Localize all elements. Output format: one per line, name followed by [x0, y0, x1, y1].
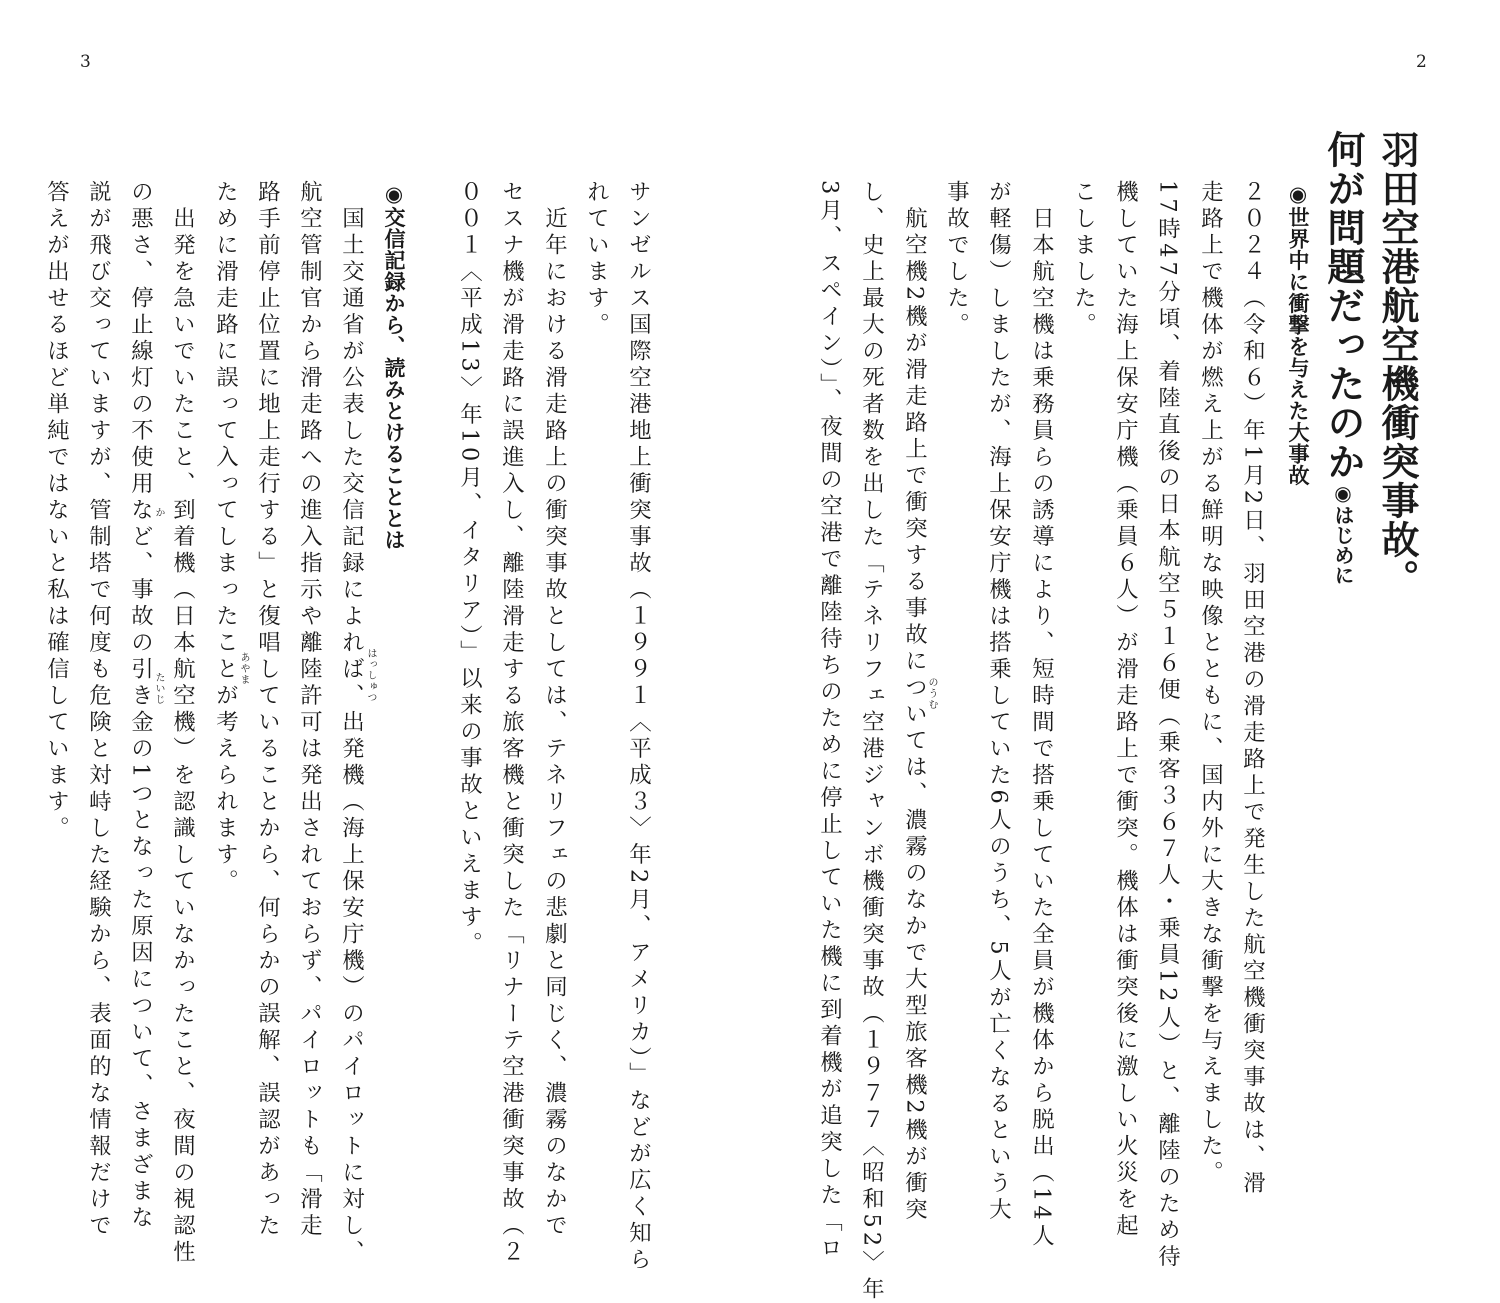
body-line: 機していた海上保安庁機（乗員６人）が滑走路上で衝突。機体は衝突後に激しい火災を起 [1112, 180, 1139, 1240]
body-line: ００１〈平成13〉年10月、イタリア）」以来の事故といえます。 [456, 180, 483, 958]
body-line: 走路上で機体が燃え上がる鮮明な映像とともに、国内外に大きな衝撃を与えました。 [1197, 180, 1224, 1187]
body-line: 航空機2機が滑走路上で衝突する事故については、濃霧のなかで大型旅客機2機が衝突 [901, 180, 928, 1224]
body-line: ２０２４（令和６）年1月2日、羽田空港の滑走路上で発生した航空機衝突事故は、滑 [1239, 180, 1266, 1198]
body-line: ために滑走路に誤って入ってしまったことが考えられます。 [212, 180, 239, 896]
body-line: 17時47分頃、着陸直後の日本航空５１６便（乗客３６７人・乗員12人）と、離陸のため待 [1154, 180, 1181, 1271]
page-number-right: 2 [1416, 52, 1427, 72]
chapter-title-line2: 何が問題だったのか [1321, 130, 1365, 481]
body-line: 事故でした。 [943, 180, 970, 339]
body-line: が軽傷）しましたが、海上保安庁機は搭乗していた6人のうち、5人が亡くなるという大 [985, 180, 1012, 1224]
chapter-title-2 [1321, 130, 1365, 585]
body-line: 説が飛び交っていますが、管制塔で何度も危険と対峙した経験から、表面的な情報だけで [85, 180, 112, 1240]
body-line: 3月、スペイン）」、夜間の空港で離陸待ちのために停止していた機に到着機が追突した「ロ [816, 180, 843, 1263]
ruby-ayama: あやま [238, 652, 249, 685]
body-line: サンゼルス国際空港地上衝突事故（１９９１〈平成３〉年2月、アメリカ）」などが広く知ら [625, 180, 652, 1274]
body-line: 国土交通省が公表した交信記録によれば、出発機（海上保安庁機）のパイロットに対し、 [338, 180, 365, 1267]
body-line: 近年における滑走路上の衝突事故としては、テネリフェの悲劇と同じく、濃霧のなかで [541, 180, 568, 1240]
ruby-taiji: たいじ [153, 672, 164, 705]
chapter-title [1375, 130, 1419, 598]
section-heading-2: ◉交信記録から、読みとけることとは [382, 182, 406, 551]
body-line: 路手前停止位置に地上走行する」と復唱していることから、何らかの誤解、誤認があった [254, 180, 281, 1240]
ruby-hasshutsu: はっしゅつ [365, 648, 376, 703]
section-heading-1: ◉世界中に衝撃を与えた大事故 [1286, 182, 1310, 486]
body-line: こしました。 [1070, 180, 1097, 339]
body-line: 出発を急いでいたこと、到着機（日本航空機）を認識していなかったこと、夜間の視認性 [169, 180, 196, 1267]
body-line: れています。 [583, 180, 610, 339]
page-number-left: 3 [80, 52, 91, 72]
body-line: 日本航空機は乗務員らの誘導により、短時間で搭乗していた全員が機体から脱出（14人 [1028, 180, 1055, 1251]
chapter-title-suffix: ◉はじめに [1331, 481, 1355, 585]
ruby-ka: か [153, 507, 164, 518]
body-line: 答えが出せるほど単純ではないと私は確信しています。 [43, 180, 70, 843]
ruby-noumu: のうむ [926, 677, 937, 710]
body-line: の悪さ、停止線灯の不使用など、事故の引き金の1つとなった原因について、さまざまな [127, 180, 154, 1232]
body-line: し、史上最大の死者数を出した「テネリフェ空港ジャンボ機衝突事故（１９７７〈昭和52〉年 [858, 180, 885, 1303]
chapter-title-line1: 羽田空港航空機衝突事故。 [1375, 130, 1419, 598]
body-line: 航空管制官から滑走路への進入指示や離陸許可は発出されておらず、パイロットも「滑走 [296, 180, 323, 1240]
body-line: セスナ機が滑走路に誤進入し、離陸滑走する旅客機と衝突した「リナーテ空港衝突事故（２ [498, 180, 525, 1267]
